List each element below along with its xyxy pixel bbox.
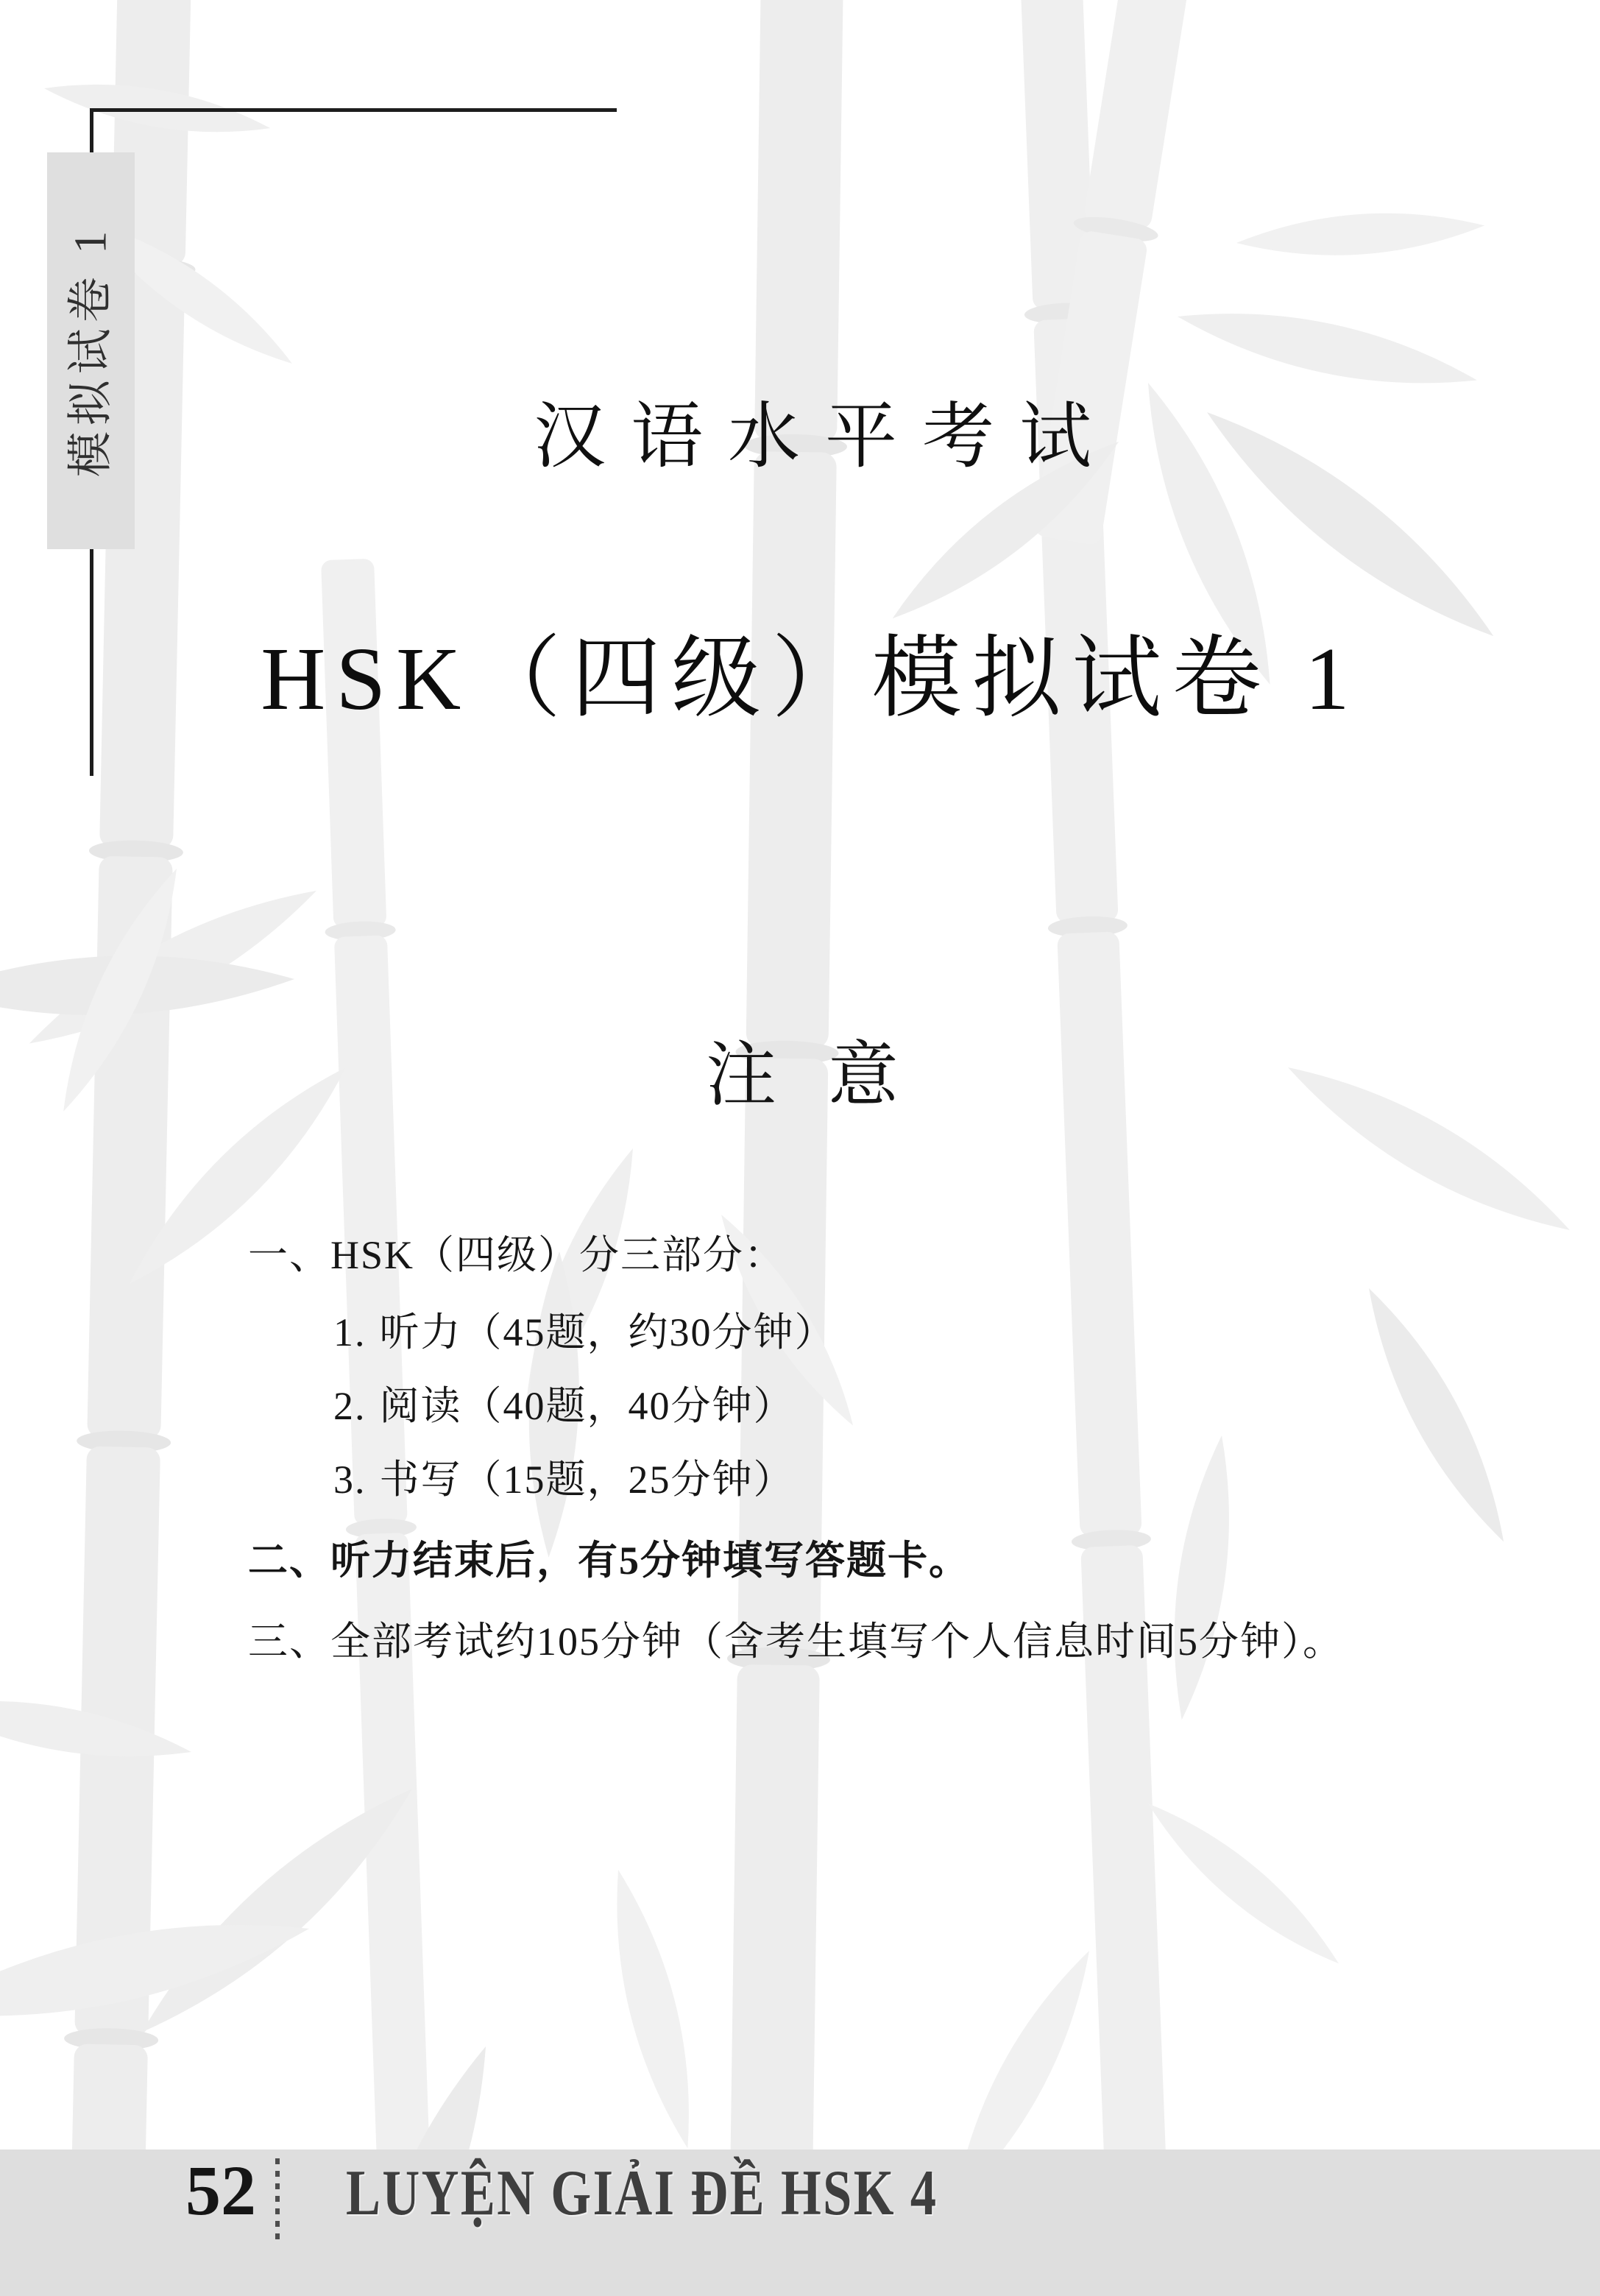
- side-tab-mock-paper-1: [47, 152, 135, 549]
- notice-subitem-1: [333, 1310, 836, 1354]
- notice-item-text: 听力结束后，有5分钟填写答题卡。: [330, 1539, 970, 1583]
- footer-divider-dotted-rule: [275, 2158, 280, 2245]
- corner-rule-horizontal: [90, 108, 617, 112]
- notice-subitem-2: [333, 1386, 795, 1426]
- notice-subitem-text: 阅读（40题，40分钟）: [379, 1384, 795, 1428]
- notice-subitem-text: 听力（45题，约30分钟）: [379, 1310, 836, 1354]
- notice-item-marker: 二、: [248, 1539, 330, 1583]
- notice-item-text: HSK（四级）分三部分：: [330, 1233, 786, 1277]
- notice-heading: 注 意: [706, 1036, 903, 1115]
- exam-name-title: 汉语水平考试: [533, 398, 1116, 477]
- notice-subitem-number: 3.: [333, 1458, 367, 1502]
- notice-item-1: [248, 1235, 785, 1275]
- notice-item-text: 全部考试约105分钟（含考生填写个人信息时间5分钟）。: [330, 1619, 1344, 1664]
- notice-subitem-number: 1.: [333, 1310, 367, 1354]
- bamboo-stalk: [718, 0, 854, 2296]
- notice-item-3: [248, 1619, 1344, 1664]
- page-number: 52: [185, 2151, 256, 2230]
- notice-item-marker: 三、: [248, 1619, 330, 1664]
- notice-subitem-text: 书写（15题，25分钟）: [379, 1458, 795, 1502]
- paper-title: HSK（四级）模拟试卷 1: [261, 629, 1360, 729]
- notice-subitem-3: [333, 1460, 795, 1500]
- notice-subitem-number: 2.: [333, 1384, 367, 1428]
- notice-item-marker: 一、: [248, 1233, 330, 1277]
- notice-item-2: [248, 1539, 970, 1583]
- book-title: LUYỆN GIẢI ĐỀ HSK 4: [346, 2158, 938, 2229]
- side-tab-label: 模拟试卷 1: [66, 225, 116, 477]
